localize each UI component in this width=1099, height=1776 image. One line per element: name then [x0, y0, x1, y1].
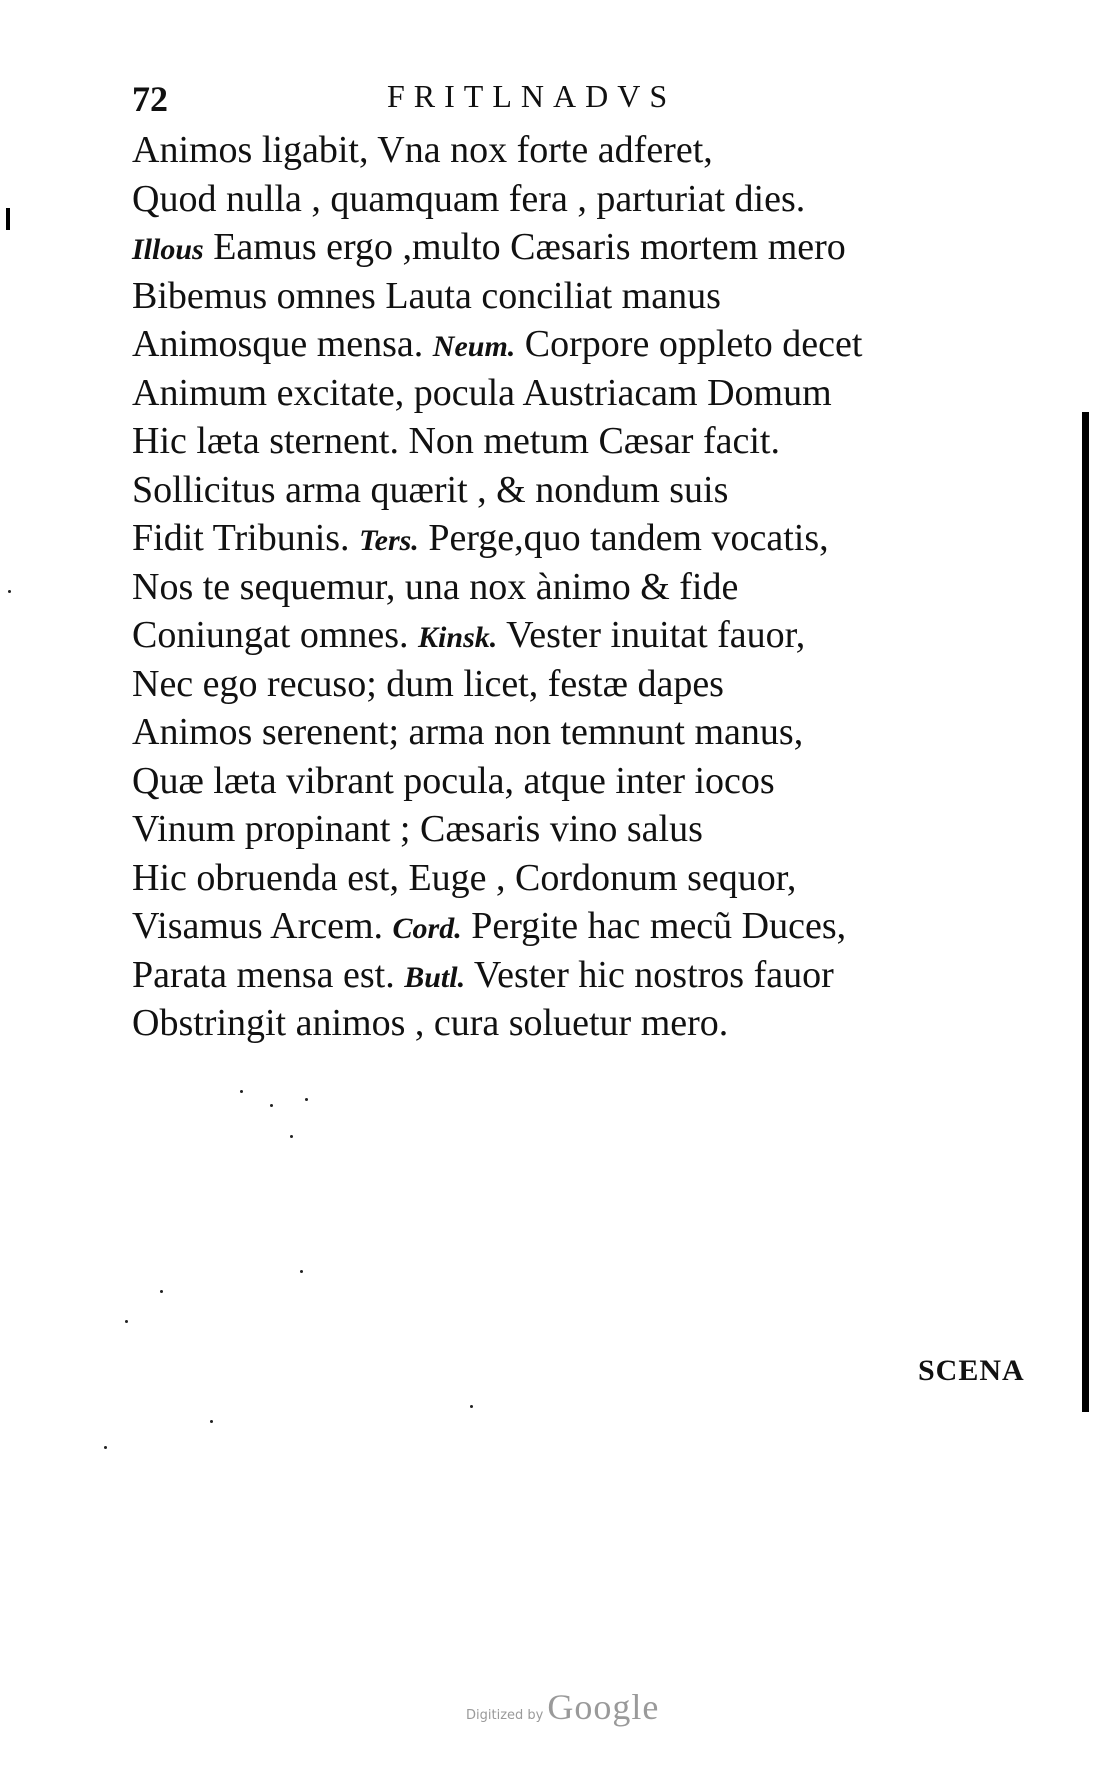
- verse-line: [132, 708, 1062, 757]
- verse-line: [132, 854, 1062, 903]
- verse-text: Vester hic nostros fauor: [465, 953, 834, 996]
- verse-line: [132, 466, 1062, 515]
- verse-text: Vester inuitat fauor,: [497, 614, 806, 656]
- watermark-brand: Google: [547, 1687, 660, 1727]
- left-edge-mark: [6, 208, 10, 230]
- verse-line: [132, 272, 1062, 321]
- verse-text: Animos serenent; arma non temnunt manus,: [132, 711, 804, 753]
- verse-text: Quod nulla , quamquam fera , parturiat dies.: [132, 177, 806, 220]
- verse-line: [132, 514, 1062, 563]
- verse-text: Hic læta sternent. Non metum Cæsar facit.: [132, 420, 780, 462]
- catchword: SCENA: [918, 1354, 1025, 1387]
- verse-text: Hic obruenda est, Euge , Cordonum sequor,: [132, 856, 797, 899]
- verse-line: [132, 126, 1062, 175]
- speck: [8, 590, 11, 593]
- speaker-name: Butl.: [404, 960, 466, 994]
- verse-text: Animosque mensa.: [132, 323, 433, 365]
- verse-text: Visamus Arcem.: [132, 905, 393, 947]
- verse-line: [132, 757, 1062, 806]
- speaker-name: Kinsk.: [418, 621, 498, 654]
- verse-text: Obstringit animos , cura soluetur mero.: [132, 1002, 729, 1044]
- verse-text: Perge,quo tandem vocatis,: [418, 517, 829, 559]
- verse-line: [132, 611, 1062, 660]
- speck: [305, 1098, 308, 1101]
- speck: [210, 1420, 213, 1423]
- running-title: FRITLNADVS: [387, 78, 677, 114]
- speck: [160, 1290, 163, 1293]
- speck: [470, 1405, 473, 1408]
- speck: [270, 1104, 273, 1107]
- speck: [300, 1270, 303, 1273]
- verse-text: Animos ligabit, Vna nox forte adferet,: [132, 129, 713, 171]
- digitization-watermark: [466, 1686, 659, 1728]
- verse-line: [132, 902, 1062, 951]
- speaker-name: Neum.: [432, 330, 516, 363]
- verse-line: [132, 660, 1062, 709]
- verse-text: Nec ego recuso; dum licet, festæ dapes: [132, 662, 724, 705]
- verse-text: Parata mensa est.: [132, 953, 405, 996]
- speaker-name: Illous: [132, 233, 204, 266]
- verse-line: [132, 223, 1062, 272]
- verse-text: Coniungat omnes.: [132, 614, 419, 656]
- watermark-prefix: Digitized by: [466, 1708, 544, 1723]
- verse-text: Nos te sequemur, una nox ànimo & fide: [132, 565, 739, 608]
- speaker-name: Ters.: [359, 524, 419, 557]
- speck: [290, 1135, 293, 1138]
- verse-text: Pergite hac mecũ Duces,: [461, 905, 847, 947]
- speaker-name: Cord.: [392, 912, 462, 945]
- verse-line: [132, 417, 1062, 466]
- verse-text: Vinum propinant ; Cæsaris vino salus: [132, 808, 703, 850]
- verse-text: Fidit Tribunis.: [132, 517, 360, 559]
- verse-line: [132, 563, 1062, 612]
- verse-text: Sollicitus arma quærit , & nondum suis: [132, 468, 729, 511]
- speck: [240, 1090, 243, 1093]
- verse-line: [132, 175, 1062, 224]
- verse-text: Eamus ergo ,multo Cæsaris mortem mero: [203, 226, 846, 268]
- verse-text: Bibemus omnes Lauta conciliat manus: [132, 274, 721, 317]
- verse-line: [132, 320, 1062, 369]
- verse-block: [132, 126, 1062, 1048]
- verse-text: Corpore oppleto decet: [515, 323, 863, 365]
- verse-text: Animum excitate, pocula Austriacam Domum: [132, 371, 832, 414]
- verse-line: [132, 951, 1062, 1000]
- page-number: 72: [132, 79, 168, 119]
- verse-text: Quæ læta vibrant pocula, atque inter iocos: [132, 759, 775, 802]
- verse-line: [132, 369, 1062, 418]
- verse-line: [132, 999, 1062, 1048]
- speck: [125, 1320, 128, 1323]
- page-edge-shadow: [1082, 412, 1089, 1412]
- speck: [104, 1446, 107, 1449]
- verse-line: [132, 805, 1062, 854]
- page-header: [132, 78, 742, 118]
